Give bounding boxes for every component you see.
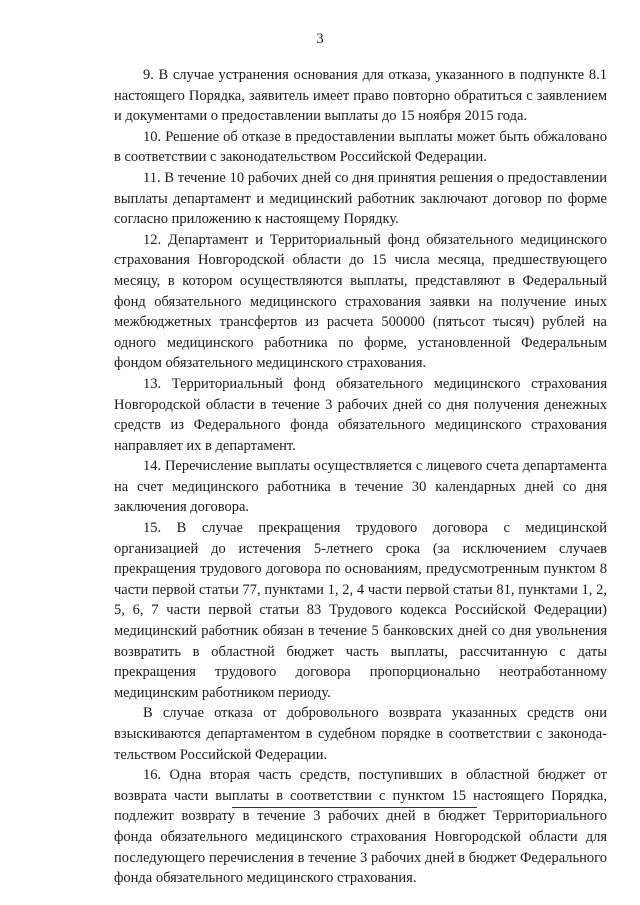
paragraph-9: 9. В случае устранения основания для отказа, указанного в подпункте 8.1 настоящего Порядка, заявитель имеет право повторно обратиться с заявлением и документами о предоставлении выплаты до 15 ноября 2015 года. [114, 67, 607, 125]
page-number: 3 [316, 31, 324, 47]
paragraph-12: 12. Департамент и Территориальный фонд обязательного медицинского страхования Новгородской области до 15 числа месяца, предшествующего месяцу, в котором осуществляются выплаты, представляют в Федеральный фонд обязательного медицинского страхования заявки на получение иных межбюджетных трансфертов из расчета 500000 (пятьсот тысяч) рублей на одного медицинского работника по форме, установленной Федеральным фондом обязательного медицинского страхования. [114, 231, 607, 372]
document-body [114, 65, 607, 889]
paragraph-15-refusal: В случае отказа от добровольного возврата указанных средств они взыскиваются департаментом в судебном порядке в соответствии с законодательством Российской Федерации. [114, 705, 607, 763]
paragraph-13: 13. Территориальный фонд обязательного медицинского страхования Новгородской области в течение 3 рабочих дней со дня получения денежных средств из Федерального фонда обязательного медицинского страхования направляет их в департамент. [114, 375, 607, 454]
paragraph-16: 16. Одна вторая часть средств, поступивших в областной бюджет от возврата части выплаты в соответствии с пунктом 15 настоящего Порядка, подлежит возврату в течение 3 рабочих дней в бюджет Территориального фонда обязательного медицинского страхования Новгородской области для последующего перечисления в течение 3 рабочих дней в бюджет Федерального фонда обязательного медицинского страхования. [114, 767, 607, 887]
end-separator-line [232, 807, 477, 808]
paragraph-15: 15. В случае прекращения трудового договора с медицинской организацией до истечения 5-летнего срока (за исключением случаев прекращения трудового договора по основаниям, предусмотренным пунктом 8 части первой статьи 77, пунктами 1, 2, 4 части первой статьи 81, пунктами 1, 2, 5, 6, 7 части первой статьи 83 Трудового кодекса Российской Федерации) медицинский работник обязан в течение 5 банковских дней со дня увольнения возвратить в областной бюджет часть выплаты, рассчитанную с даты прекращения трудового договора пропорционально неотработанному медицинским работником периоду. [114, 520, 607, 701]
paragraph-11: 11. В течение 10 рабочих дней со дня принятия решения о предоставлении выплаты департамент и медицинский работник заключают договор по форме согласно приложению к настоящему Порядку. [114, 169, 607, 228]
paragraph-10: 10. Решение об отказе в предоставлении выплаты может быть обжаловано в соответствии с законодательством Российской Федерации. [114, 128, 607, 166]
paragraph-14: 14. Перечисление выплаты осуществляется с лицевого счета департамента на счет медицинского работника в течение 30 календарных дней со дня заключения договора. [114, 458, 607, 516]
